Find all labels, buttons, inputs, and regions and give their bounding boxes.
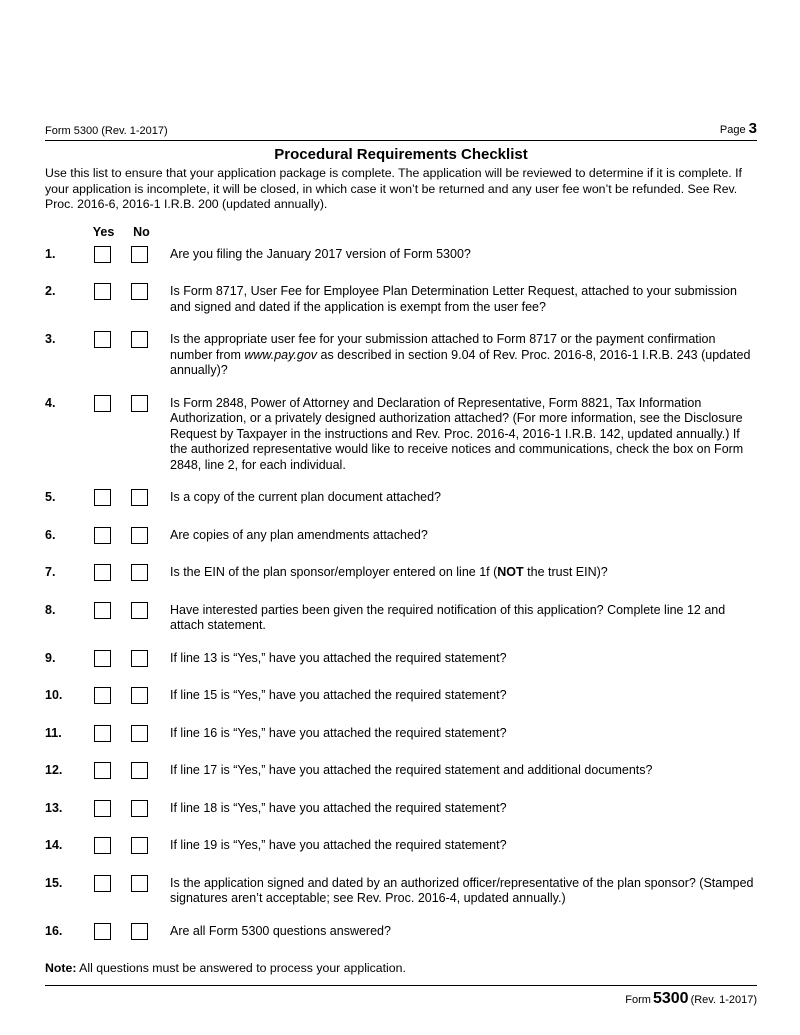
checklist-row [45,688,757,709]
item-question [170,396,757,474]
question-text-segment: If line 18 is “Yes,” have you attached the required statement? [170,800,507,815]
item-number: 15. [45,875,63,890]
yes-checkbox[interactable] [94,602,111,619]
yes-cell [94,396,131,417]
checklist-row [45,284,757,315]
question-text-segment: If line 19 is “Yes,” have you attached the required statement? [170,838,507,852]
no-checkbox[interactable] [131,564,148,581]
column-headers [45,225,757,239]
checklist-row [45,603,757,634]
question-text-segment: If line 15 is “Yes,” have you attached the required statement? [170,688,507,702]
item-question [170,284,757,315]
question-text-segment: If line 16 is “Yes,” have you attached the required statement? [170,725,507,740]
item-number: 2. [45,284,56,298]
question-text-segment: Is the EIN of the plan sponsor/employer entered on line 1f ( [170,565,498,579]
yes-cell [94,284,131,305]
no-cell [131,651,170,672]
yes-cell [94,565,131,586]
yes-checkbox[interactable] [94,923,111,940]
footer-form-label: Form [625,994,651,1006]
yes-checkbox[interactable] [94,489,111,506]
no-cell [131,688,170,709]
question-text-segment: as described in section 9.04 of Rev. Proc. 2016-8, 2016-1 I.R.B. 243 (updated annually)? [170,347,751,377]
yes-cell [94,876,131,897]
no-cell [131,924,170,945]
item-question [170,528,757,544]
footer-form-number: 5300 [652,990,689,1007]
no-cell [131,876,170,897]
no-cell [131,332,170,353]
question-text-segment: Have interested parties been given the required notification of this application? Complete line 12 and attach statement. [170,602,726,632]
no-checkbox[interactable] [131,331,148,348]
yes-cell [94,726,131,747]
question-text-segment: Are copies of any plan amendments attached? [170,527,428,542]
checklist-row [45,876,757,907]
question-text-segment: Is a copy of the current plan document attached? [170,490,442,504]
yes-column-header: Yes [92,224,115,239]
item-question [170,651,757,667]
note [45,961,757,975]
no-cell [131,565,170,586]
no-checkbox[interactable] [131,762,148,779]
checklist-row [45,838,757,859]
item-number: 6. [45,527,56,542]
item-number: 7. [45,565,56,579]
page-label: Page [719,124,746,136]
intro-paragraph: Use this list to ensure that your application package is complete. The application will be reviewed to determine if it is complete. If your application is incomplete, it will be closed, in which case it won’t be returned and any user fee won’t be refunded. See Rev. Proc. 2016-6, 2016-1 I.R.B. 200 (updated annually). [45,166,742,211]
no-checkbox[interactable] [131,395,148,412]
yes-cell [94,528,131,549]
checklist [45,247,757,945]
yes-checkbox[interactable] [94,762,111,779]
item-question [170,726,757,742]
checklist-row [45,565,757,586]
yes-checkbox[interactable] [94,837,111,854]
question-text-segment: Is Form 8717, User Fee for Employee Plan Determination Letter Request, attached to your submission and signed and dated if the application is exempt from the user fee? [170,284,737,314]
item-number: 1. [45,246,56,261]
no-cell [131,763,170,784]
question-text-segment: Is the appropriate user fee for your submission attached to Form 8717 or the payment confirmation number from [170,332,716,362]
yes-cell [94,801,131,822]
yes-checkbox[interactable] [94,527,111,544]
yes-checkbox[interactable] [94,875,111,892]
question-text-segment: Is the application signed and dated by an authorized officer/representative of the plan sponsor? (Stamped signatures aren’t acceptable; see Rev. Proc. 2016-4, updated annually.) [170,875,754,905]
item-number: 4. [45,395,56,410]
no-checkbox[interactable] [131,527,148,544]
yes-checkbox[interactable] [94,800,111,817]
checklist-row [45,396,757,474]
item-question [170,688,757,704]
no-cell [131,528,170,549]
item-number: 12. [45,763,63,777]
yes-checkbox[interactable] [94,395,111,412]
yes-cell [94,247,131,268]
no-checkbox[interactable] [131,837,148,854]
no-checkbox[interactable] [131,923,148,940]
note-label: Note: [45,961,77,975]
yes-cell [94,332,131,353]
item-question [170,603,757,634]
item-number: 5. [45,490,56,504]
footer-revision: (Rev. 1-2017) [690,994,757,1006]
form-footer [45,990,757,1008]
item-number: 8. [45,602,56,617]
yes-checkbox[interactable] [94,283,111,300]
item-question [170,924,757,940]
yes-cell [94,924,131,945]
item-number: 3. [45,332,56,346]
item-number: 10. [45,688,63,702]
no-checkbox[interactable] [131,602,148,619]
page-title: Procedural Requirements Checklist [274,146,528,163]
checklist-row [45,651,757,672]
no-checkbox[interactable] [131,283,148,300]
checklist-row [45,801,757,822]
item-question [170,247,757,263]
no-cell [131,396,170,417]
no-checkbox[interactable] [131,875,148,892]
no-column-header: No [133,224,150,239]
no-checkbox[interactable] [131,800,148,817]
checklist-row [45,247,757,268]
question-text-segment: the trust EIN)? [523,565,608,579]
no-cell [131,603,170,624]
checklist-row [45,726,757,747]
item-number: 9. [45,650,56,665]
checklist-row [45,490,757,511]
page-number: 3 [748,120,757,137]
no-cell [131,284,170,305]
yes-checkbox[interactable] [94,331,111,348]
item-number: 13. [45,800,63,815]
no-cell [131,247,170,268]
yes-cell [94,688,131,709]
yes-checkbox[interactable] [94,564,111,581]
no-checkbox[interactable] [131,687,148,704]
yes-checkbox[interactable] [94,725,111,742]
no-checkbox[interactable] [131,650,148,667]
checklist-row [45,763,757,784]
yes-cell [94,763,131,784]
yes-checkbox[interactable] [94,246,111,263]
question-text-segment: If line 17 is “Yes,” have you attached the required statement and additional documents? [170,763,653,777]
question-text-segment: Is Form 2848, Power of Attorney and Declaration of Representative, Form 8821, Tax Information Authorization, or a privately designed authorization attached? (For more information, see the Disclosure Request by Taxpayer in the instructions and Rev. Proc. 2016-4, 2016-1 I.R.B. 142, updated annually.) If the authorized representative would like to receive notices and communications, check the box on Form 2848, line 2, for each individual. [170,395,744,472]
question-text-segment: Are you filing the January 2017 version of Form 5300? [170,246,471,261]
no-cell [131,801,170,822]
yes-cell [94,838,131,859]
yes-cell [94,603,131,624]
item-number: 16. [45,923,63,938]
item-question [170,565,757,581]
yes-checkbox[interactable] [94,687,111,704]
page-indicator [720,120,757,137]
no-checkbox[interactable] [131,725,148,742]
checklist-row [45,924,757,945]
question-text-segment: Are all Form 5300 questions answered? [170,923,391,938]
yes-checkbox[interactable] [94,650,111,667]
no-checkbox[interactable] [131,246,148,263]
form-header [45,120,757,141]
item-number: 14. [45,838,63,852]
item-question [170,838,757,854]
no-cell [131,726,170,747]
form-id-header: Form 5300 (Rev. 1-2017) [45,125,168,137]
checklist-row [45,528,757,549]
footer-divider [45,985,757,986]
item-question [170,763,757,779]
item-question [170,876,757,907]
item-question [170,801,757,817]
item-question [170,332,757,379]
yes-cell [94,490,131,511]
item-question [170,490,757,506]
no-checkbox[interactable] [131,489,148,506]
question-text-segment: www.pay.gov [244,347,318,362]
note-text: All questions must be answered to process your application. [76,961,406,975]
question-text-segment: If line 13 is “Yes,” have you attached the required statement? [170,650,507,665]
checklist-row [45,332,757,379]
no-cell [131,490,170,511]
no-cell [131,838,170,859]
yes-cell [94,651,131,672]
item-number: 11. [45,725,62,740]
question-text-segment: NOT [497,565,524,579]
